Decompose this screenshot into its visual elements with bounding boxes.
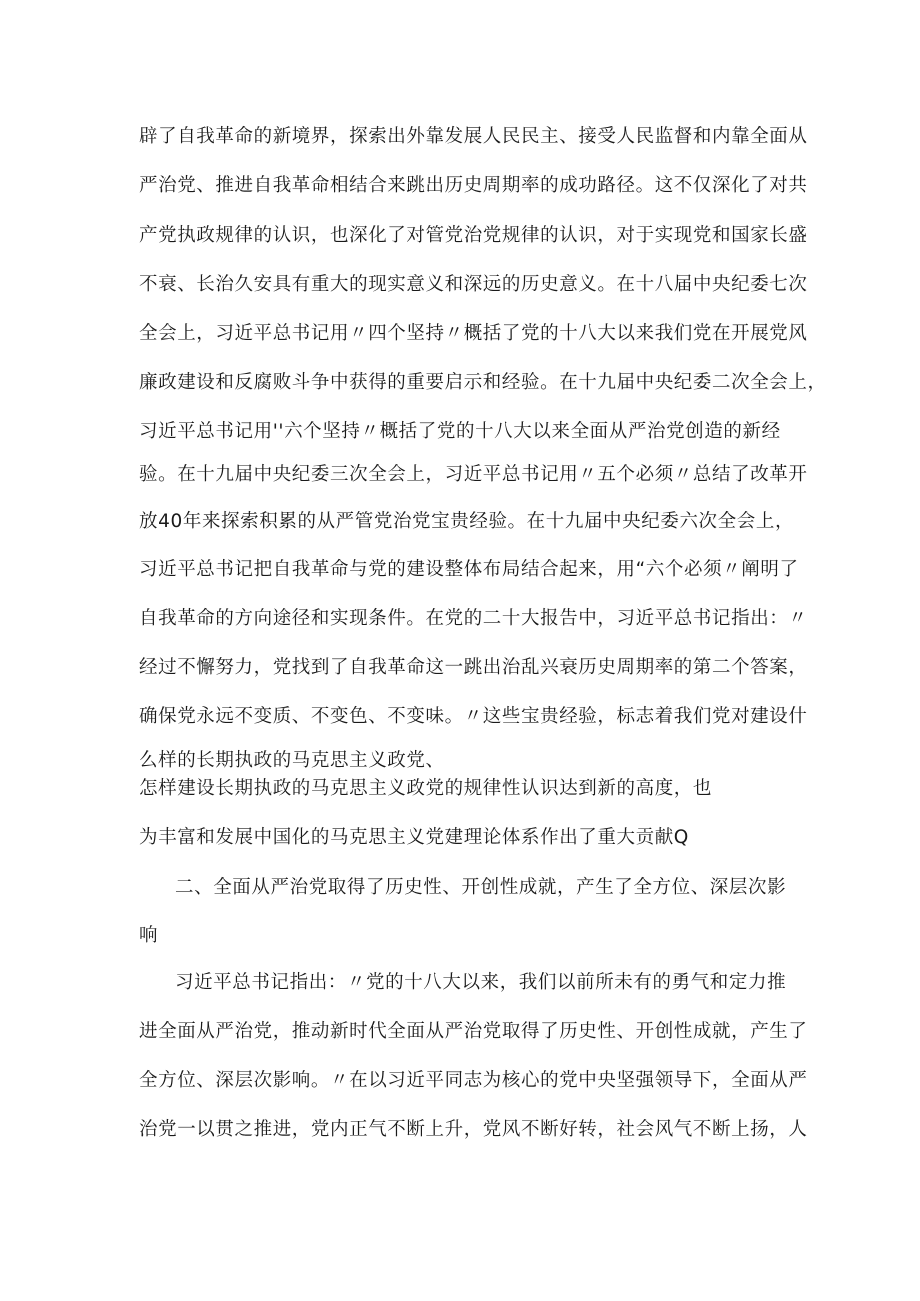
section-heading-continuation: 响 bbox=[139, 925, 159, 946]
paragraph-line: 习近平总书记指出：〃党的十八大以来，我们以前所未有的勇气和定力推 bbox=[175, 972, 787, 993]
paragraph-line: 产党执政规律的认识，也深化了对管党治党规律的认识，对于实现党和国家长盛 bbox=[139, 225, 808, 246]
paragraph-line: 辟了自我革命的新境界，探索出外靠发展人民民主、接受人民监督和内靠全面从 bbox=[139, 126, 808, 147]
section-heading: 二、全面从严治党取得了历史性、开创性成就，产生了全方位、深层次影 bbox=[175, 877, 787, 898]
paragraph-line: 为丰富和发展中国化的马克思主义党建理论体系作出了重大贡献Q bbox=[139, 827, 689, 848]
paragraph-line: 全方位、深层次影响。〃在以习近平同志为核心的党中央坚强领导下，全面从严 bbox=[139, 1070, 808, 1091]
paragraph-line: 验。在十九届中央纪委三次全会上，习近平总书记用〃五个必须〃总结了改革开 bbox=[139, 464, 808, 485]
paragraph-line: 进全面从严治党，推动新时代全面从严治党取得了历史性、开创性成就，产生了 bbox=[139, 1021, 808, 1042]
paragraph-line: 习近平总书记把自我革命与党的建设整体布局结合起来，用“六个必须〃阐明了 bbox=[139, 559, 799, 580]
paragraph-line: 治党一以贯之推进，党内正气不断上升，党风不断好转，社会风气不断上扬，人 bbox=[139, 1119, 808, 1140]
paragraph-line: 么样的长期执政的马克思主义政党、 bbox=[139, 750, 445, 771]
paragraph-line: 经过不懈努力，党找到了自我革命这一跳出治乱兴衰历史周期率的第二个答案， bbox=[139, 657, 808, 678]
paragraph-line: 放40年来探索积累的从严管党治党宝贵经验。在十九届中央纪委六次全会上， bbox=[139, 511, 795, 532]
paragraph-line: 怎样建设长期执政的马克思主义政党的规律性认识达到新的高度，也 bbox=[139, 778, 713, 799]
paragraph-line: 全会上，习近平总书记用〃四个坚持〃概括了党的十八大以来我们党在开展党风 bbox=[139, 323, 808, 344]
paragraph-line: 不衰、长治久安具有重大的现实意义和深远的历史意义。在十八届中央纪委七次 bbox=[139, 274, 808, 295]
paragraph-line: 严治党、推进自我革命相结合来跳出历史周期率的成功路径。这不仅深化了对共 bbox=[139, 175, 808, 196]
paragraph-line: 自我革命的方向途径和实现条件。在党的二十大报告中，习近平总书记指出：〃 bbox=[139, 608, 808, 629]
paragraph-line: 确保党永远不变质、不变色、不变味。〃这些宝贵经验，标志着我们党对建设什 bbox=[139, 706, 808, 727]
paragraph-line: 廉政建设和反腐败斗争中获得的重要启示和经验。在十九届中央纪委二次全会上， bbox=[139, 372, 827, 393]
paragraph-line: 习近平总书记用''六个坚持〃概括了党的十八大以来全面从严治党创造的新经 bbox=[139, 421, 781, 442]
